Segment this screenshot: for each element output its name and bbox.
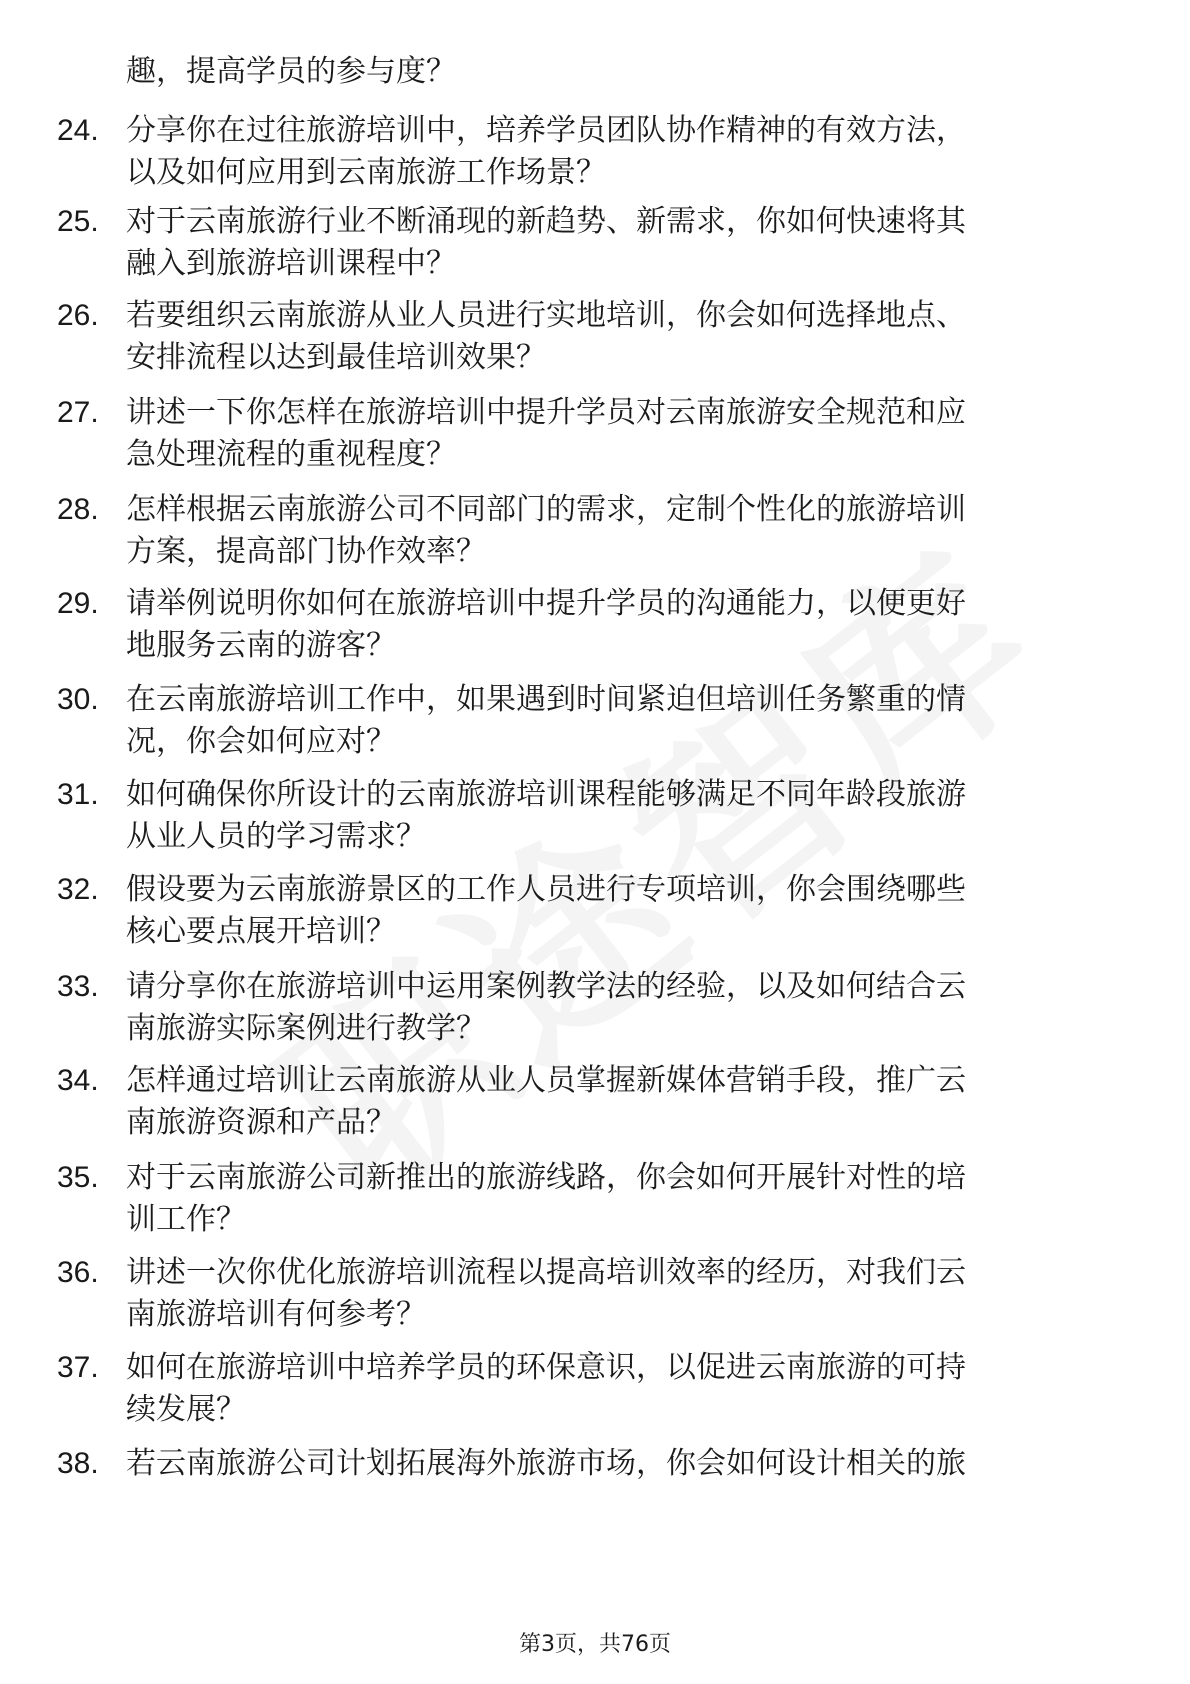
- question-text-line-1: 如何确保你所设计的云南旅游培训课程能够满足不同年龄段旅游: [126, 777, 966, 812]
- question-text-line-1: 分享你在过往旅游培训中，培养学员团队协作精神的有效方法，: [126, 113, 966, 148]
- question-number: 34.: [57, 1064, 99, 1097]
- question-number: 29.: [57, 587, 99, 620]
- question-text-line-2: 方案，提高部门协作效率？: [126, 534, 486, 569]
- question-text-line-1: 请分享你在旅游培训中运用案例教学法的经验，以及如何结合云: [126, 969, 966, 1004]
- question-text-line-2: 地服务云南的游客？: [126, 628, 396, 663]
- question-text-line-1: 讲述一下你怎样在旅游培训中提升学员对云南旅游安全规范和应: [126, 395, 966, 430]
- question-text-line-1: 讲述一次你优化旅游培训流程以提高培训效率的经历，对我们云: [126, 1255, 966, 1290]
- question-number: 25.: [57, 205, 99, 238]
- question-text-line-2: 安排流程以达到最佳培训效果？: [126, 340, 546, 375]
- question-text-line-2: 南旅游培训有何参考？: [126, 1297, 426, 1332]
- question-number: 27.: [57, 396, 99, 429]
- question-number: 37.: [57, 1351, 99, 1384]
- question-number: 26.: [57, 299, 99, 332]
- question-text-line-1: 请举例说明你如何在旅游培训中提升学员的沟通能力，以便更好: [126, 586, 966, 621]
- question-text-line-1: 在云南旅游培训工作中，如果遇到时间紧迫但培训任务繁重的情: [126, 682, 966, 717]
- question-text-line-1: 对于云南旅游公司新推出的旅游线路，你会如何开展针对性的培: [126, 1160, 966, 1195]
- question-number: 35.: [57, 1161, 99, 1194]
- question-text-line-2: 核心要点展开培训？: [126, 914, 396, 949]
- question-number: 28.: [57, 493, 99, 526]
- question-text-line-2: 南旅游资源和产品？: [126, 1105, 396, 1140]
- question-number: 38.: [57, 1447, 99, 1480]
- question-text-line-1: 怎样通过培训让云南旅游从业人员掌握新媒体营销手段，推广云: [126, 1063, 966, 1098]
- question-number: 24.: [57, 114, 99, 147]
- question-text-line-2: 从业人员的学习需求？: [126, 819, 426, 854]
- question-text-line-1: 若云南旅游公司计划拓展海外旅游市场，你会如何设计相关的旅: [126, 1446, 966, 1481]
- question-text-line-1: 假设要为云南旅游景区的工作人员进行专项培训，你会围绕哪些: [126, 872, 966, 907]
- page-number-footer: 第3页，共76页: [519, 1632, 671, 1657]
- question-text-line-2: 训工作？: [126, 1202, 246, 1237]
- question-text-line-2: 以及如何应用到云南旅游工作场景？: [126, 155, 606, 190]
- question-number: 36.: [57, 1256, 99, 1289]
- question-text-line-2: 南旅游实际案例进行教学？: [126, 1011, 486, 1046]
- question-text-line-1: 如何在旅游培训中培养学员的环保意识，以促进云南旅游的可持: [126, 1350, 966, 1385]
- continuation-line: 趣，提高学员的参与度？: [126, 54, 456, 89]
- question-number: 32.: [57, 873, 99, 906]
- question-text-line-1: 对于云南旅游行业不断涌现的新趋势、新需求，你如何快速将其: [126, 204, 966, 239]
- question-text-line-2: 况，你会如何应对？: [126, 724, 396, 759]
- question-number: 33.: [57, 970, 99, 1003]
- question-text-line-2: 融入到旅游培训课程中？: [126, 246, 456, 281]
- question-number: 31.: [57, 778, 99, 811]
- question-text-line-1: 若要组织云南旅游从业人员进行实地培训，你会如何选择地点、: [126, 298, 966, 333]
- question-text-line-2: 急处理流程的重视程度？: [126, 437, 456, 472]
- question-number: 30.: [57, 683, 99, 716]
- question-text-line-2: 续发展？: [126, 1392, 246, 1427]
- question-text-line-1: 怎样根据云南旅游公司不同部门的需求，定制个性化的旅游培训: [126, 492, 966, 527]
